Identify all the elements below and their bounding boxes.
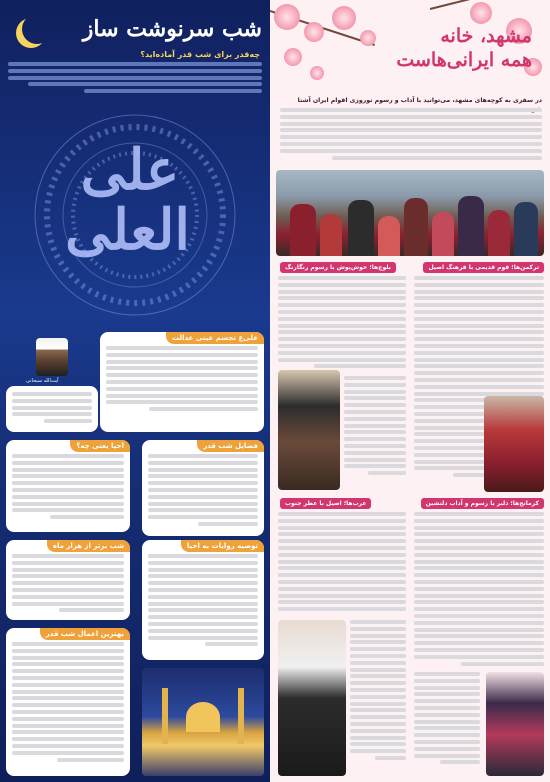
left-intro-text [8, 62, 262, 102]
author-name: آیت‌الله سبحانی [26, 378, 59, 384]
right-section-title: بلوچ‌ها؛ خوش‌پوش با رسوم رنگارنگ [280, 262, 396, 273]
left-article-panel [0, 0, 270, 782]
left-section-title: فضایل شب قدر [197, 440, 264, 452]
left-section-card [142, 440, 264, 536]
person [378, 216, 400, 256]
shrine-photo [142, 668, 264, 776]
person [348, 200, 374, 256]
right-section-title: عرب‌ها؛ اصیل با عطر جنوب [280, 498, 371, 509]
left-section-title: توصیه روایات به احیا [181, 540, 264, 552]
person [432, 212, 454, 256]
right-section-body [344, 376, 406, 488]
right-article-panel [270, 0, 550, 782]
left-section-card [6, 628, 130, 776]
right-section-body [350, 620, 406, 776]
person [404, 198, 428, 256]
left-section-body [12, 642, 124, 764]
person [488, 210, 510, 256]
author-avatar [36, 338, 68, 376]
person [458, 196, 484, 256]
arab-man-photo [278, 620, 346, 776]
calligraphy-text: علی العلی [65, 137, 190, 263]
left-article-subtitle: چه‌قدر برای شب قدر آماده‌اید؟ [140, 50, 260, 59]
left-section-body [148, 454, 258, 529]
left-section-card [6, 386, 98, 432]
family-group-photo [276, 170, 544, 256]
left-section-body [148, 554, 258, 649]
left-section-card [100, 332, 264, 432]
title-line: مشهد، خانه [440, 25, 532, 47]
right-section-body [278, 276, 406, 376]
right-section-body [278, 512, 406, 616]
right-section-title: کرمانج‌ها؛ دلبر با رسوم و آداب دلنشین [421, 498, 544, 509]
blossom-flower [470, 2, 492, 24]
left-section-title: علی‌ع تجسم عینی عدالت [166, 332, 264, 344]
left-section-card [6, 440, 130, 532]
left-section-title: بهترین اعمال شب قدر [40, 628, 130, 640]
person [320, 214, 342, 256]
person [290, 204, 316, 256]
right-article-title [382, 24, 532, 72]
left-section-title: شب برتر از هزار ماه [47, 540, 130, 552]
blossom-flower [360, 30, 376, 46]
baluch-man-photo [278, 370, 340, 490]
author-box [6, 338, 96, 384]
left-section-title: احیا یعنی چه؟ [70, 440, 130, 452]
minaret [238, 688, 244, 744]
left-section-body [12, 454, 124, 522]
minaret [162, 688, 168, 744]
right-intro-text [280, 108, 542, 166]
right-section-body [414, 672, 480, 776]
turkmen-woman-photo [484, 396, 544, 492]
left-section-card [6, 540, 130, 620]
blossom-flower [332, 6, 356, 30]
person [514, 202, 538, 256]
blossom-flower [274, 4, 300, 30]
blossom-flower [284, 48, 302, 66]
blossom-flower [310, 66, 324, 80]
right-section-title: ترکمن‌ها؛ قوم قدیمی با فرهنگ اصیل [423, 262, 544, 273]
kurmanj-family-photo [486, 672, 544, 776]
blossom-flower [304, 22, 324, 42]
title-line: همه ایرانی‌هاست [396, 49, 532, 71]
shrine-dome [186, 702, 220, 732]
right-article-lead: در سفری به کوچه‌های مشهد، می‌توانید با آداب و رسوم نوروزی اقوام ایران آشنا [297, 97, 542, 104]
left-section-body [106, 346, 258, 414]
left-section-body [12, 392, 92, 426]
left-section-body [12, 554, 124, 615]
left-section-card [142, 540, 264, 660]
left-article-title: شب سرنوشت ساز [82, 16, 262, 42]
